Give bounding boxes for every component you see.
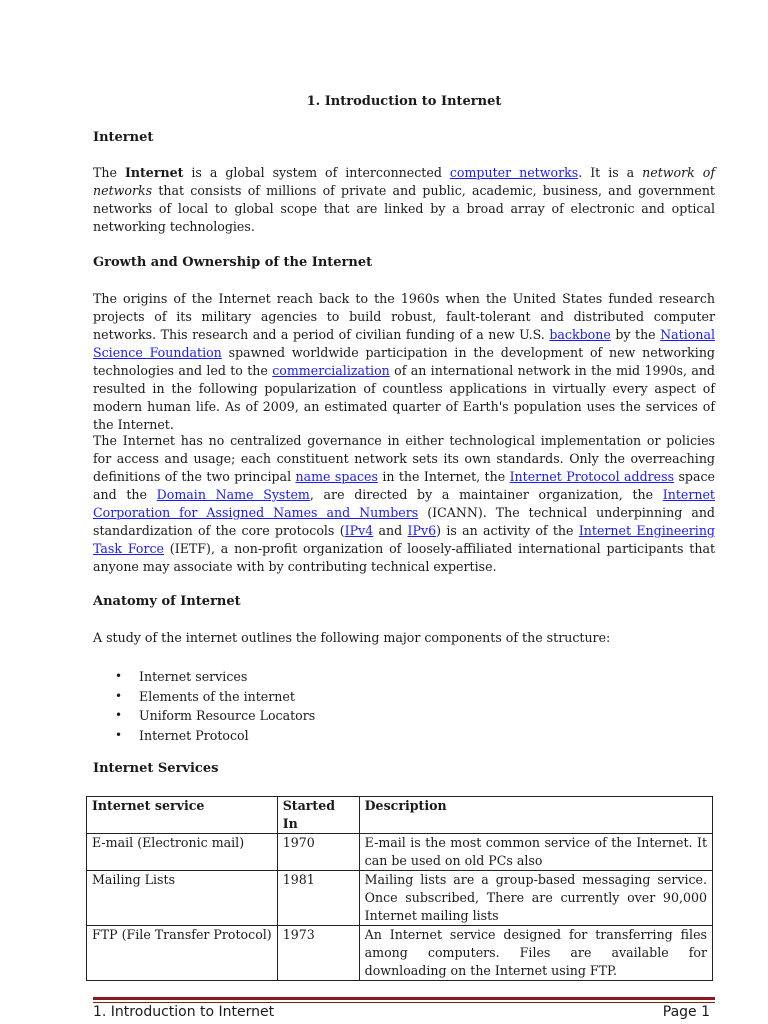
text-run: in the Internet, the [377,469,510,484]
link-name-spaces[interactable]: name spaces [295,469,378,484]
heading-growth-ownership: Growth and Ownership of the Internet [93,255,373,270]
table-header-row [87,797,713,834]
table-row [87,871,713,926]
list-item-label: Elements of the internet [139,688,295,704]
table-cell-service: FTP (File Transfer Protocol) [87,926,278,981]
text-run: ) is an activity of the [436,523,579,538]
text-run: of an international network in the mid 1990s, and resulted in the following popularization of countless applications in virtually every aspect of modern human life. As of 2009, an estimated quarter of Earth's population uses the services of the Internet. [93,363,715,432]
text-run: spawned worldwide participation in the development of new networking technologies and led to the [93,345,715,378]
text-run: . It is a [578,165,643,180]
footer-chapter-title: 1. Introduction to Internet [93,1004,275,1020]
link-backbone[interactable]: backbone [549,327,611,342]
text-run: The [93,165,125,180]
link-ipv6[interactable]: IPv6 [407,523,437,538]
bullet-icon: • [115,727,123,742]
table-row [87,926,713,981]
column-header-description: Description [359,797,712,834]
heading-internet: Internet [93,130,154,145]
link-internet-protocol-address[interactable]: Internet Protocol address [509,469,675,484]
heading-anatomy: Anatomy of Internet [93,594,241,609]
component-list [93,667,315,745]
list-item [93,687,315,707]
bullet-icon: • [115,688,123,703]
text-run: by the [610,327,661,342]
list-item [93,726,315,746]
table-cell-year: 1981 [277,871,359,926]
footer-rule-thick [93,997,715,1000]
paragraph-governance [93,432,715,576]
bullet-icon: • [115,669,123,683]
table-cell-service: Mailing Lists [87,871,278,926]
text-run: that consists of millions of private and public, academic, business, and government networks of local to global scope that are linked by a broad array of electronic and optical networking technologies. [93,183,715,234]
list-item-label: Internet services [139,669,248,684]
table-row [87,834,713,871]
text-run: The origins of the Internet reach back to the 1960s when the United States funded research projects of its military agencies to build robust, fault-tolerant and distributed computer networks. This research and a period of civilian funding of a new U.S. [93,291,715,342]
column-header-started: Started In [277,797,359,834]
bold-term-internet: Internet [124,165,184,180]
text-run: (ICANN). The technical underpinning and standardization of the core protocols ( [93,505,715,538]
table-cell-year: 1973 [277,926,359,981]
text-run: is a global system of interconnected [183,165,450,180]
table-cell-description: E-mail is the most common service of the Internet. It can be used on old PCs also [359,834,712,871]
text-run: (IETF), a non-profit organization of loosely-affiliated international participants that anyone may associate with by contributing technical expertise. [93,541,716,574]
table-cell-service: E-mail (Electronic mail) [87,834,278,871]
text-run: and [373,523,408,538]
text-run: space and the [93,469,715,502]
column-header-service: Internet service [87,797,278,834]
table-cell-year: 1970 [277,834,359,871]
internet-services-table [86,796,713,981]
link-ietf[interactable]: Internet Engineering Task Force [93,523,715,556]
text-run: The Internet has no centralized governance in either technological implementation or policies for access and usage; each constituent network sets its own standards. Only the overreaching definitions of the two principal [93,433,715,484]
table-cell-description: An Internet service designed for transferring files among computers. Files are available for downloading on the Internet using FTP. [359,926,712,981]
footer-page-number: Page 1 [662,1004,710,1020]
footer-rule-thin [93,1002,715,1003]
link-domain-name-system[interactable]: Domain Name System [156,487,310,502]
list-item [93,706,315,726]
link-national-science-foundation[interactable]: National Science Foundation [93,327,716,360]
link-icann[interactable]: Internet Corporation for Assigned Names and Numbers [93,487,715,520]
bullet-icon: • [115,708,123,722]
table-cell-description: Mailing lists are a group-based messaging service. Once subscribed, There are currently over 90,000 Internet mailing lists [359,871,712,926]
list-item [93,667,315,687]
link-computer-networks[interactable]: computer networks [449,165,579,180]
paragraph-internet-definition [93,164,715,236]
list-item-label: Internet Protocol [139,727,249,743]
link-ipv4[interactable]: IPv4 [344,523,374,538]
link-commercialization[interactable]: commercialization [272,363,390,378]
italic-network-of-networks: network of networks [93,165,715,198]
paragraph-origins [93,290,715,434]
heading-internet-services: Internet Services [93,761,219,776]
paragraph-anatomy-intro: A study of the internet outlines the following major components of the structure: [93,630,611,645]
list-item-label: Uniform Resource Locators [139,708,316,723]
text-run: , are directed by a maintainer organization, the [309,487,663,502]
page-title: 1. Introduction to Internet [306,94,502,109]
